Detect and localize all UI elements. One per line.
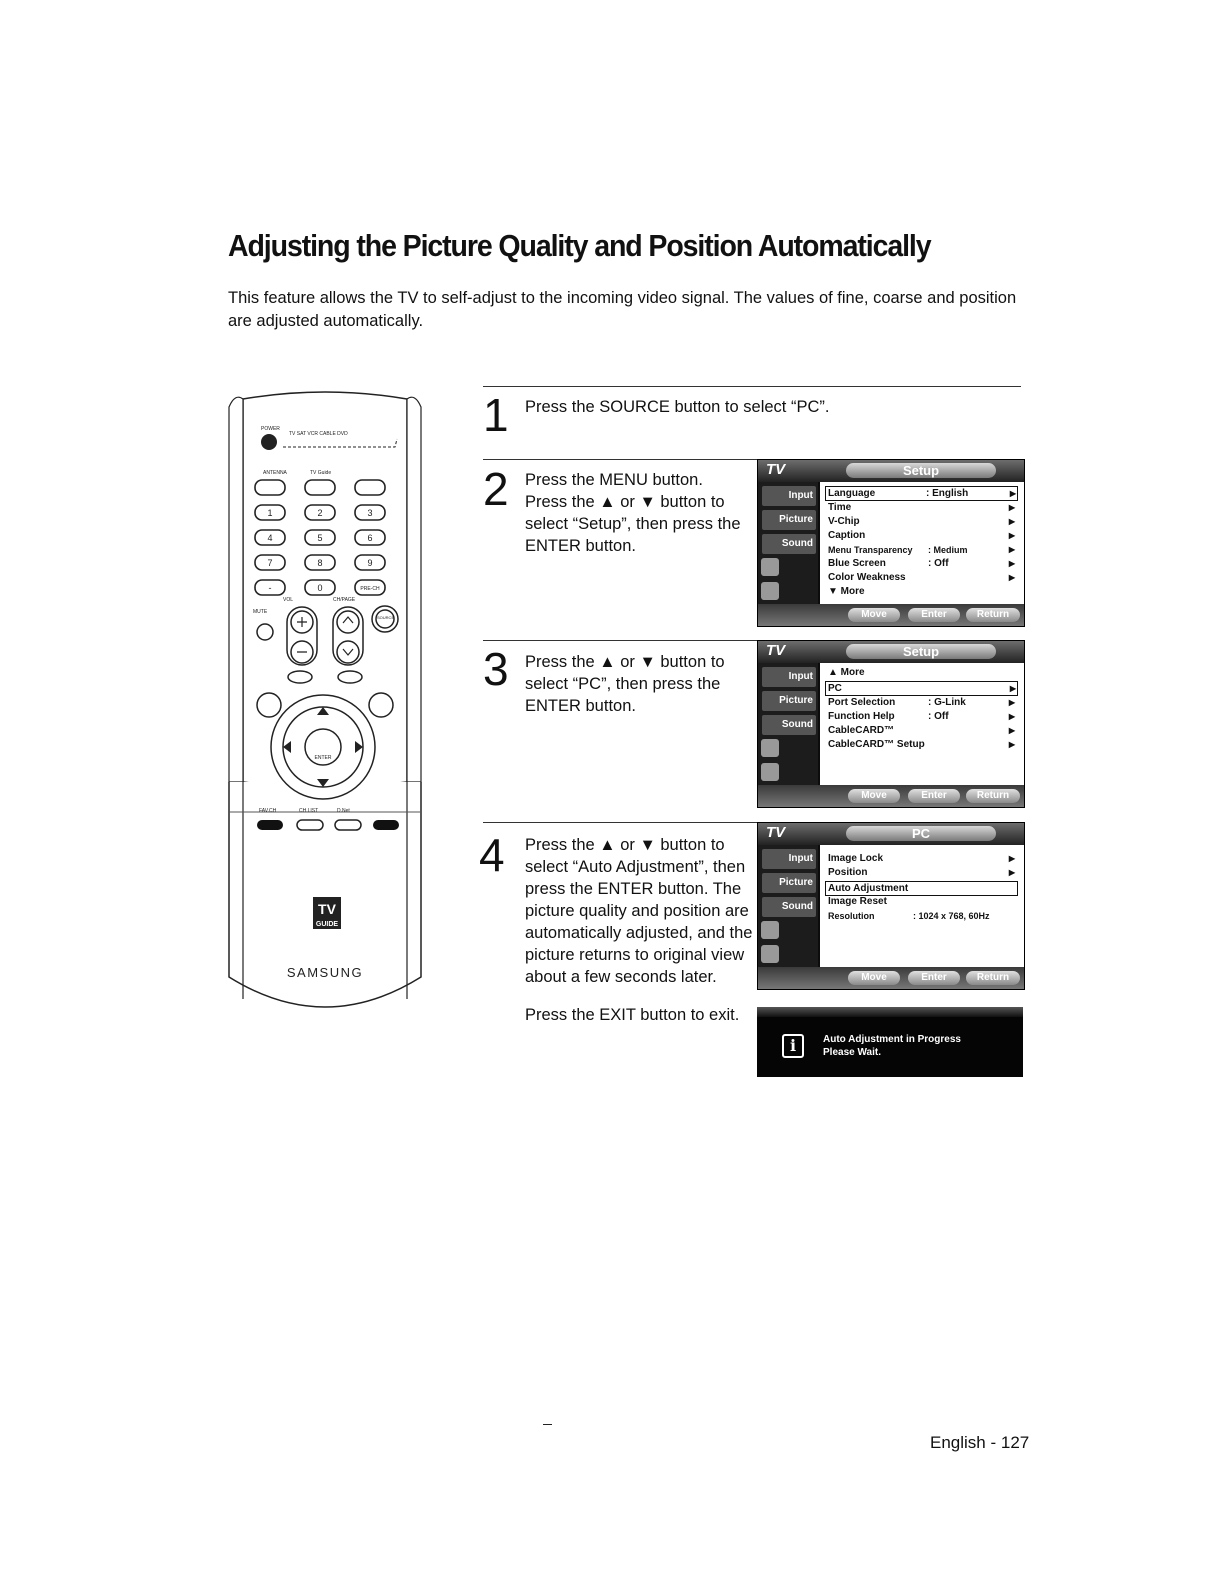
remote-dnet-label: D.Net	[337, 808, 350, 814]
remote-fav-label: FAV.CH	[259, 808, 277, 814]
osd-tab-picture[interactable]: Picture	[762, 510, 816, 530]
key-7: 7	[267, 558, 273, 568]
osd-channel-icon	[761, 739, 779, 757]
info-icon: i	[782, 1034, 804, 1058]
step-number: 3	[483, 643, 509, 695]
tv-guide-logo-guide: GUIDE	[315, 921, 339, 928]
step-number: 4	[479, 829, 505, 881]
osd-pc-screen	[757, 822, 1025, 990]
osd-tab-picture[interactable]: Picture	[762, 873, 816, 893]
osd-menu-panel	[820, 845, 1024, 967]
message-line: Auto Adjustment in Progress	[823, 1034, 961, 1045]
step-number: 2	[483, 463, 509, 515]
osd-tab-sound[interactable]: Sound	[762, 897, 816, 917]
osd-hint-return: Return	[966, 608, 1020, 622]
step-rule	[483, 459, 758, 460]
page-number: English - 127	[930, 1433, 1030, 1452]
step-number: 1	[483, 389, 509, 441]
osd-menu-item[interactable]: Image Lock ▶	[828, 853, 1015, 864]
step-paragraph: Press the ▲ or ▼ button to select “PC”, then press the ENTER button.	[525, 653, 725, 715]
step-text	[525, 469, 747, 573]
osd-menu-item[interactable]: Menu Transparency : Medium ▶	[828, 545, 1015, 555]
osd-setup-screen	[757, 459, 1025, 627]
osd-hint-bar	[758, 967, 1024, 989]
step-text	[525, 651, 747, 733]
key-1: 1	[267, 508, 273, 518]
osd-hint-return: Return	[966, 789, 1020, 803]
key-3: 3	[367, 508, 373, 518]
key-6: 6	[367, 533, 373, 543]
osd-tab-picture[interactable]: Picture	[762, 691, 816, 711]
key-8: 8	[317, 558, 323, 568]
remote-source-label: SOURCE	[377, 615, 395, 620]
step-rule	[483, 822, 758, 823]
osd-setup-icon	[761, 763, 779, 781]
key-9: 9	[367, 558, 373, 568]
step-paragraph: Press the EXIT button to exit.	[525, 1006, 740, 1024]
osd-menu-panel	[820, 663, 1024, 785]
remote-tvguide-label: TV Guide	[310, 470, 332, 476]
remote-enter-label: ENTER	[314, 755, 332, 761]
page-title: Adjusting the Picture Quality and Position Automatically	[228, 228, 931, 263]
osd-hint-move: Move	[848, 608, 900, 622]
osd-hint-enter: Enter	[908, 971, 960, 985]
intro-paragraph: This feature allows the TV to self-adjust to the incoming video signal. The values of fine, coarse and position are adjusted automatically.	[228, 289, 1017, 330]
osd-menu-item[interactable]: Auto Adjustment	[825, 881, 1018, 896]
osd-menu-panel	[820, 482, 1024, 604]
osd-tab-sound[interactable]: Sound	[762, 715, 816, 735]
osd-sidebar	[758, 663, 818, 785]
tv-guide-logo-tv: TV	[318, 901, 336, 917]
auto-adjustment-message	[757, 1007, 1023, 1077]
remote-chpage-label: CH/PAGE	[333, 597, 356, 603]
remote-antenna-label: ANTENNA	[263, 470, 287, 476]
key-0: 0	[317, 583, 323, 593]
osd-menu-item[interactable]: ▲ More	[828, 667, 865, 678]
step-text	[525, 396, 945, 434]
osd-menu-item[interactable]: Port Selection : G-Link ▶	[828, 697, 1015, 708]
osd-hint-enter: Enter	[908, 789, 960, 803]
osd-menu-item[interactable]: V-Chip ▶	[828, 516, 1015, 527]
osd-menu-title: Setup	[846, 644, 996, 659]
step-rule	[483, 386, 1021, 387]
remote-vol-label: VOL	[283, 597, 294, 603]
osd-tv-label: TV	[766, 642, 786, 659]
osd-menu-item[interactable]: PC ▶	[825, 681, 1018, 696]
remote-modes-label: TV SAT VCR CABLE DVD	[289, 431, 348, 437]
osd-menu-item[interactable]: Function Help : Off ▶	[828, 711, 1015, 722]
osd-tv-label: TV	[766, 824, 786, 841]
osd-menu-item[interactable]: Time ▶	[828, 502, 1015, 513]
key-dash: -	[268, 583, 272, 593]
osd-tab-input[interactable]: Input	[762, 667, 816, 687]
osd-tab-input[interactable]: Input	[762, 486, 816, 506]
power-button-icon	[261, 434, 277, 450]
remote-chlist-label: CH.LIST	[299, 808, 319, 814]
step-text	[525, 834, 753, 1042]
osd-menu-item[interactable]: Image Reset	[828, 896, 887, 907]
osd-menu-title: Setup	[846, 463, 996, 478]
osd-hint-bar	[758, 604, 1024, 626]
remote-power-label: POWER	[261, 426, 280, 432]
osd-tv-label: TV	[766, 461, 786, 478]
osd-setup-icon	[761, 945, 779, 963]
key-4: 4	[267, 533, 273, 543]
osd-sidebar	[758, 845, 818, 967]
osd-menu-item[interactable]: Position ▶	[828, 867, 1015, 878]
osd-menu-item[interactable]: ▼ More	[828, 586, 865, 597]
osd-menu-item[interactable]: Blue Screen : Off ▶	[828, 558, 1015, 569]
osd-tab-input[interactable]: Input	[762, 849, 816, 869]
osd-channel-icon	[761, 558, 779, 576]
remote-mute-label: MUTE	[253, 609, 268, 615]
key-2: 2	[317, 508, 323, 518]
osd-menu-item[interactable]: CableCARD™ ▶	[828, 725, 1015, 736]
osd-menu-title: PC	[846, 826, 996, 841]
osd-tab-sound[interactable]: Sound	[762, 534, 816, 554]
osd-setup-icon	[761, 582, 779, 600]
message-line: Please Wait.	[823, 1047, 881, 1058]
brand-label: SAMSUNG	[286, 965, 364, 980]
step-rule	[483, 640, 758, 641]
osd-menu-item[interactable]: Caption ▶	[828, 530, 1015, 541]
step-paragraph: Press the MENU button. Press the ▲ or ▼ button to select “Setup”, then press the ENTER button.	[525, 471, 741, 555]
osd-menu-item[interactable]: Language : English ▶	[825, 486, 1018, 501]
step-paragraph: Press the SOURCE button to select “PC”.	[525, 398, 830, 416]
step-paragraph: Press the ▲ or ▼ button to select “Auto Adjustment”, then press the ENTER button. The picture quality and position are automatically adjusted, and the picture returns to original view about a few seconds later.	[525, 836, 753, 986]
osd-hint-move: Move	[848, 789, 900, 803]
osd-menu-item[interactable]: Resolution : 1024 x 768, 60Hz	[828, 911, 990, 921]
osd-hint-return: Return	[966, 971, 1020, 985]
osd-hint-bar	[758, 785, 1024, 807]
osd-menu-item[interactable]: CableCARD™ Setup ▶	[828, 739, 1015, 750]
remote-control-illustration	[225, 387, 425, 1027]
osd-channel-icon	[761, 921, 779, 939]
osd-setup-screen-2	[757, 640, 1025, 808]
key-5: 5	[317, 533, 323, 543]
osd-hint-enter: Enter	[908, 608, 960, 622]
osd-sidebar	[758, 482, 818, 604]
osd-menu-item[interactable]: Color Weakness ▶	[828, 572, 1015, 583]
key-prech: PRE-CH	[360, 586, 380, 592]
osd-hint-move: Move	[848, 971, 900, 985]
page-mark	[543, 1424, 552, 1425]
